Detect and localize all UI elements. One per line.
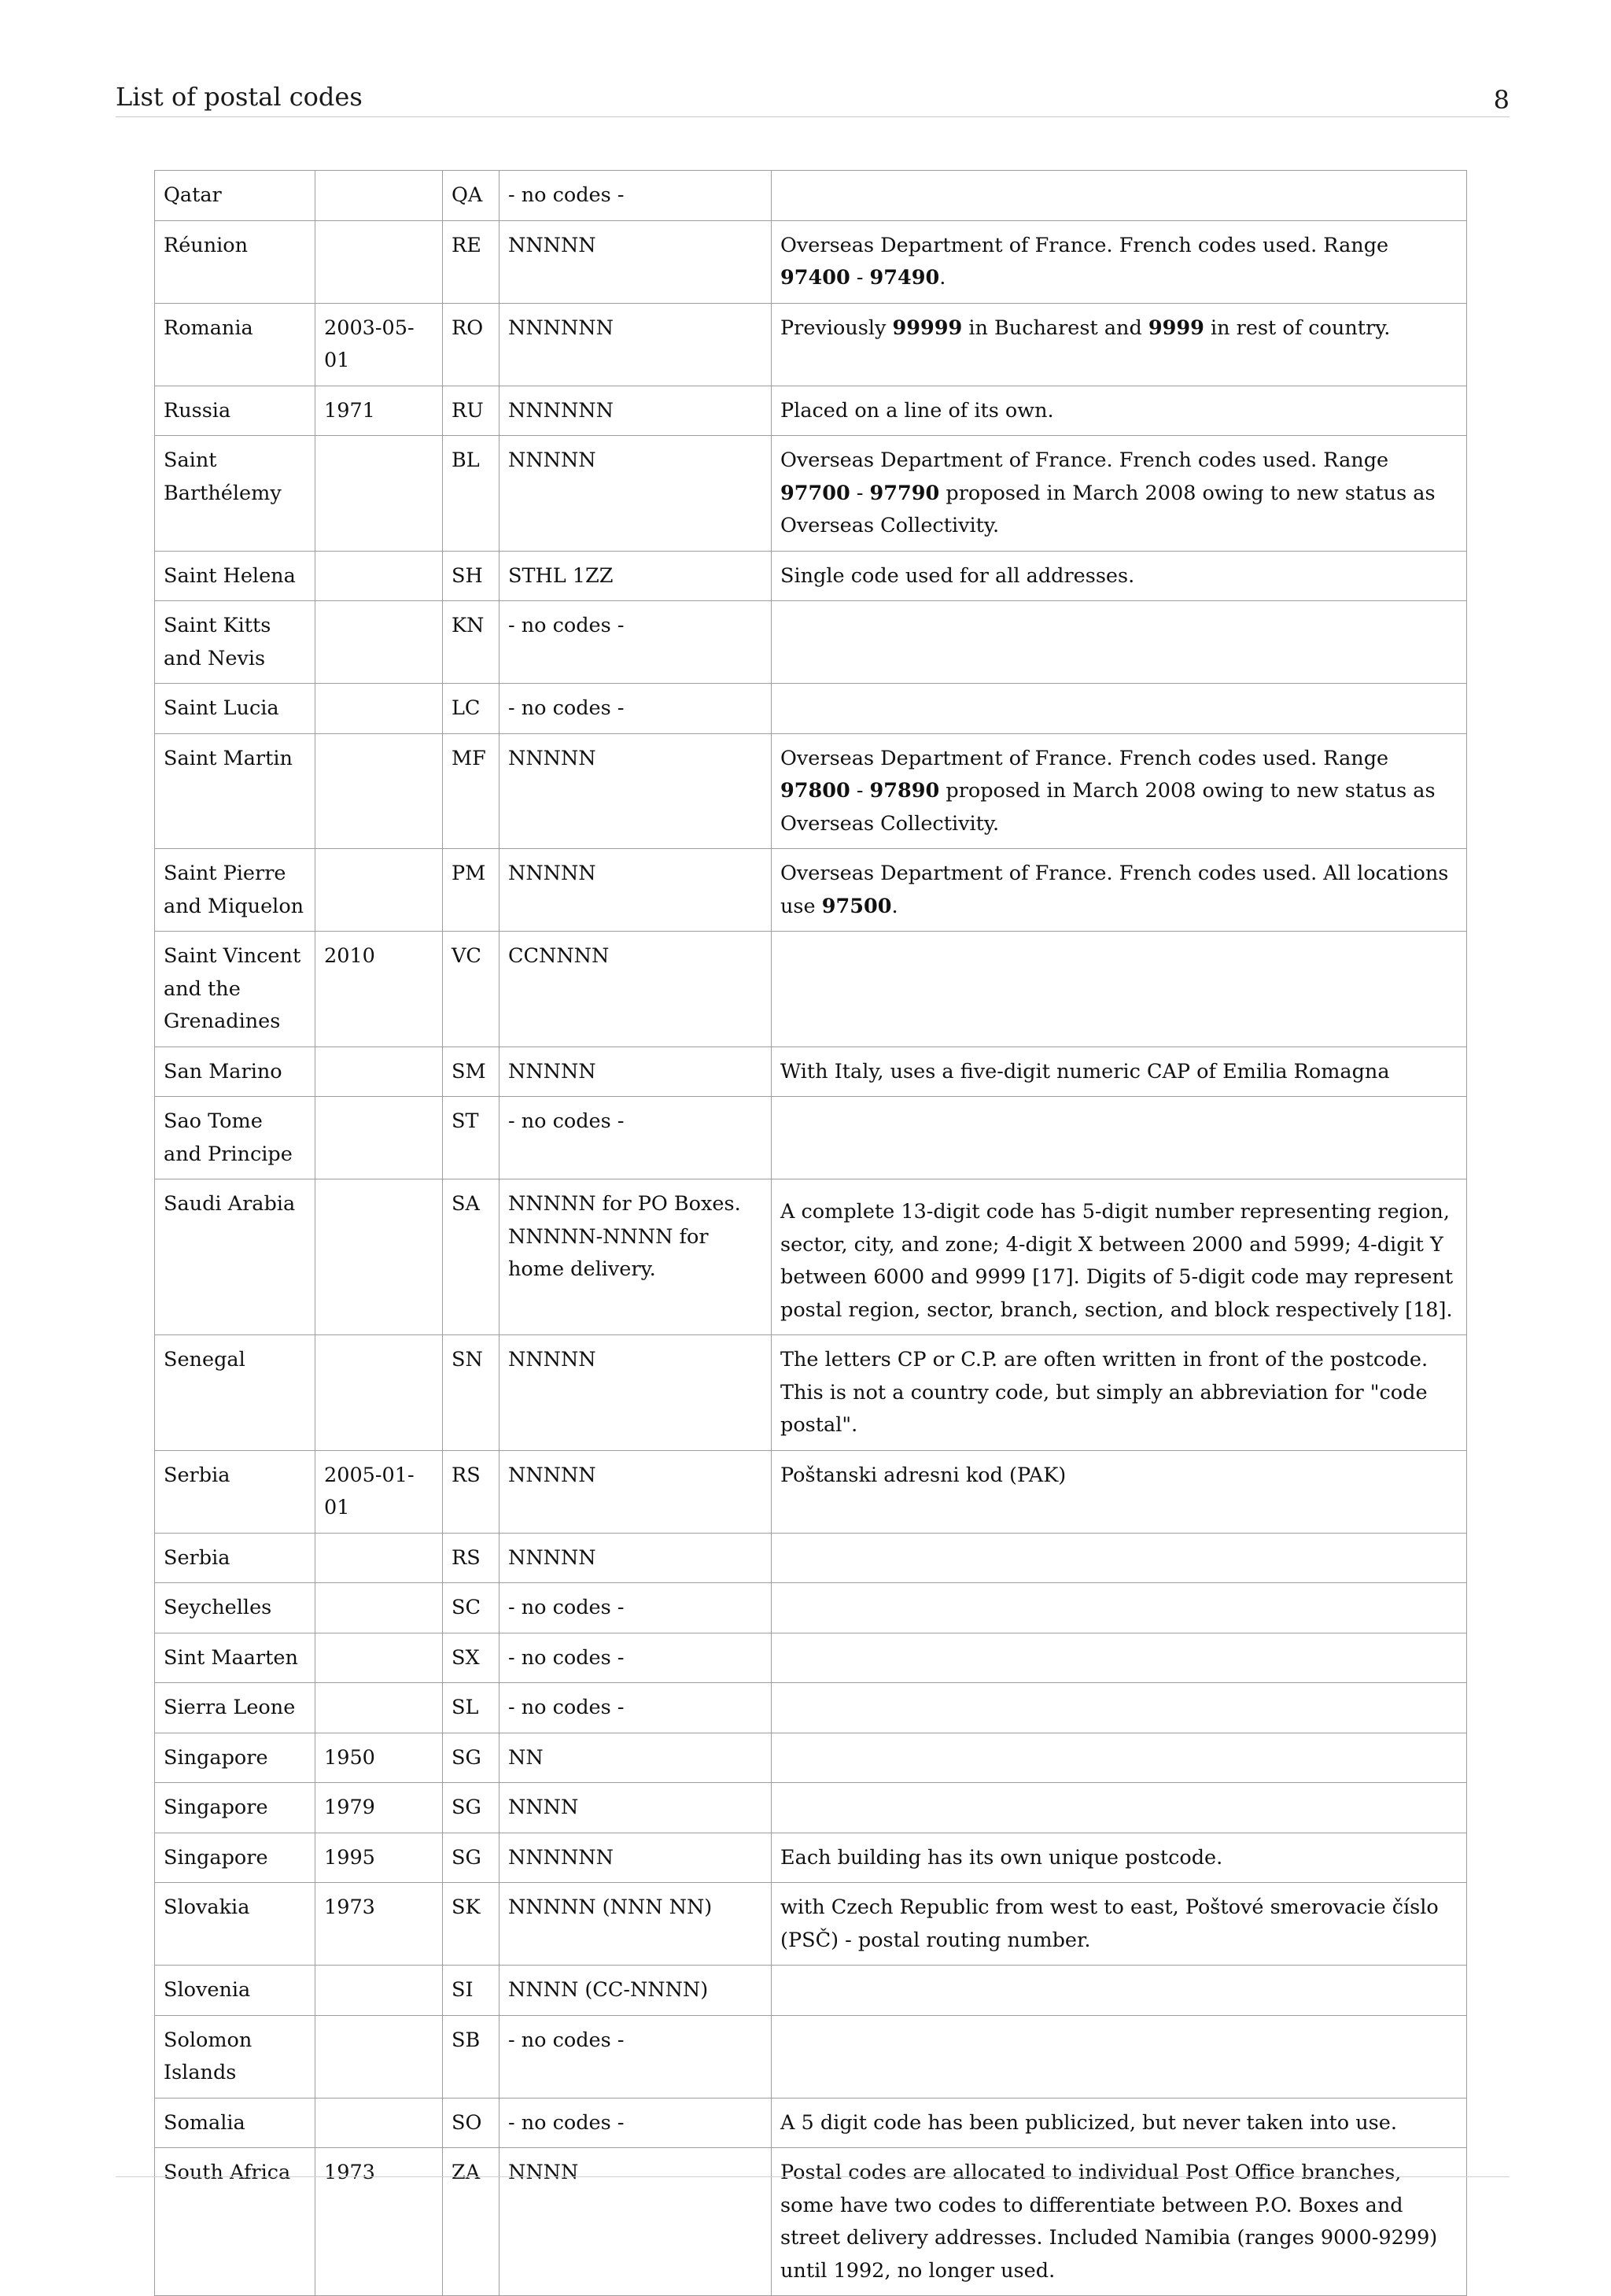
iso-code-cell: SO bbox=[443, 2098, 500, 2148]
notes-fragment: Overseas Department of France. French codes used. All locations use bbox=[780, 862, 1449, 918]
date-cell bbox=[315, 1966, 443, 2016]
notes-cell bbox=[772, 1783, 1467, 1833]
table-row bbox=[155, 2015, 1467, 2098]
notes-fragment: Each building has its own unique postcode. bbox=[780, 1845, 1223, 1870]
iso-code-cell: SC bbox=[443, 1583, 500, 1633]
table-row bbox=[155, 1450, 1467, 1533]
table-row bbox=[155, 1046, 1467, 1097]
table-row bbox=[155, 1583, 1467, 1633]
country-cell: Saint Martin bbox=[155, 733, 315, 849]
date-cell bbox=[315, 1633, 443, 1683]
iso-code-cell: ZA bbox=[443, 2148, 500, 2296]
iso-code-cell: SG bbox=[443, 1783, 500, 1833]
page-title: List of postal codes bbox=[116, 82, 363, 112]
country-cell: Saint Pierre and Miquelon bbox=[155, 849, 315, 932]
date-cell: 1971 bbox=[315, 386, 443, 436]
notes-cell bbox=[772, 1335, 1467, 1451]
format-cell: NNNN (CC-NNNN) bbox=[500, 1966, 772, 2016]
date-cell: 1995 bbox=[315, 1833, 443, 1883]
notes-fragment: - bbox=[850, 266, 870, 290]
date-cell bbox=[315, 551, 443, 601]
notes-bold-fragment: 97890 bbox=[869, 779, 940, 803]
date-cell: 1979 bbox=[315, 1783, 443, 1833]
format-cell: NNNN bbox=[500, 2148, 772, 2296]
date-cell bbox=[315, 1533, 443, 1583]
notes-cell bbox=[772, 2015, 1467, 2098]
iso-code-cell: RS bbox=[443, 1450, 500, 1533]
notes-cell bbox=[772, 1097, 1467, 1179]
date-cell bbox=[315, 1583, 443, 1633]
notes-bold-fragment: 97790 bbox=[869, 481, 940, 505]
country-cell: Serbia bbox=[155, 1533, 315, 1583]
country-cell: Saint Kitts and Nevis bbox=[155, 601, 315, 684]
notes-bold-fragment: 97400 bbox=[780, 266, 850, 290]
format-cell: NNNNN bbox=[500, 1533, 772, 1583]
table-row bbox=[155, 1733, 1467, 1783]
country-cell: Singapore bbox=[155, 1833, 315, 1883]
country-cell: Serbia bbox=[155, 1450, 315, 1533]
notes-fragment: Overseas Department of France. French codes used. Range bbox=[780, 746, 1389, 770]
table-row bbox=[155, 220, 1467, 303]
format-cell: - no codes - bbox=[500, 1583, 772, 1633]
notes-cell bbox=[772, 1533, 1467, 1583]
date-cell: 2010 bbox=[315, 932, 443, 1047]
format-cell: NNNNN bbox=[500, 220, 772, 303]
iso-code-cell: SG bbox=[443, 1833, 500, 1883]
notes-cell bbox=[772, 2148, 1467, 2296]
format-cell: NNNNNN bbox=[500, 1833, 772, 1883]
country-cell: Senegal bbox=[155, 1335, 315, 1451]
table-row bbox=[155, 684, 1467, 734]
iso-code-cell: SK bbox=[443, 1883, 500, 1966]
country-cell: Slovakia bbox=[155, 1883, 315, 1966]
notes-bold-fragment: 9999 bbox=[1148, 316, 1204, 340]
format-cell: - no codes - bbox=[500, 171, 772, 221]
table-row bbox=[155, 2148, 1467, 2296]
format-cell: NN bbox=[500, 1733, 772, 1783]
notes-cell bbox=[772, 849, 1467, 932]
iso-code-cell: RS bbox=[443, 1533, 500, 1583]
date-cell: 1973 bbox=[315, 1883, 443, 1966]
format-cell: NNNNN bbox=[500, 1335, 772, 1451]
notes-fragment: . bbox=[939, 266, 946, 290]
country-cell: Slovenia bbox=[155, 1966, 315, 2016]
notes-cell bbox=[772, 932, 1467, 1047]
country-cell: Saint Helena bbox=[155, 551, 315, 601]
notes-fragment: Postal codes are allocated to individual Post Office branches, some have two codes to differentiate between P.O. Boxes and street delivery addresses. Included Namibia (ranges 9000-9299) until 1992, no longer used. bbox=[780, 2161, 1438, 2283]
notes-fragment: Single code used for all addresses. bbox=[780, 563, 1135, 588]
table-row bbox=[155, 1179, 1467, 1335]
date-cell bbox=[315, 171, 443, 221]
date-cell bbox=[315, 684, 443, 734]
date-cell bbox=[315, 1179, 443, 1335]
iso-code-cell: KN bbox=[443, 601, 500, 684]
iso-code-cell: QA bbox=[443, 171, 500, 221]
table-row bbox=[155, 1683, 1467, 1733]
format-cell: NNNNN bbox=[500, 1046, 772, 1097]
date-cell bbox=[315, 220, 443, 303]
table-row bbox=[155, 601, 1467, 684]
country-cell: Sao Tome and Principe bbox=[155, 1097, 315, 1179]
format-cell: CCNNNN bbox=[500, 932, 772, 1047]
country-cell: Russia bbox=[155, 386, 315, 436]
notes-cell bbox=[772, 1633, 1467, 1683]
date-cell bbox=[315, 1335, 443, 1451]
notes-cell bbox=[772, 386, 1467, 436]
table-row bbox=[155, 303, 1467, 386]
table-row bbox=[155, 1783, 1467, 1833]
date-cell bbox=[315, 1097, 443, 1179]
country-cell: Sierra Leone bbox=[155, 1683, 315, 1733]
iso-code-cell: RE bbox=[443, 220, 500, 303]
iso-code-cell: BL bbox=[443, 436, 500, 552]
format-cell: NNNNNN bbox=[500, 386, 772, 436]
format-cell: - no codes - bbox=[500, 1633, 772, 1683]
format-cell: NNNNNN bbox=[500, 303, 772, 386]
iso-code-cell: SX bbox=[443, 1633, 500, 1683]
iso-code-cell: PM bbox=[443, 849, 500, 932]
notes-fragment: Overseas Department of France. French codes used. Range bbox=[780, 233, 1389, 257]
notes-cell bbox=[772, 2098, 1467, 2148]
notes-fragment: . bbox=[891, 894, 898, 918]
table-row bbox=[155, 171, 1467, 221]
iso-code-cell: RU bbox=[443, 386, 500, 436]
iso-code-cell: SA bbox=[443, 1179, 500, 1335]
country-cell: Saint Vincent and the Grenadines bbox=[155, 932, 315, 1047]
date-cell bbox=[315, 733, 443, 849]
iso-code-cell: SN bbox=[443, 1335, 500, 1451]
country-cell: San Marino bbox=[155, 1046, 315, 1097]
date-cell: 1950 bbox=[315, 1733, 443, 1783]
notes-fragment: - bbox=[850, 779, 870, 803]
postal-codes-table bbox=[154, 170, 1467, 2296]
country-cell: Romania bbox=[155, 303, 315, 386]
table-row bbox=[155, 849, 1467, 932]
notes-cell bbox=[772, 1733, 1467, 1783]
country-cell: Qatar bbox=[155, 171, 315, 221]
notes-cell bbox=[772, 1966, 1467, 2016]
iso-code-cell: SG bbox=[443, 1733, 500, 1783]
table-row bbox=[155, 551, 1467, 601]
iso-code-cell: RO bbox=[443, 303, 500, 386]
date-cell bbox=[315, 2015, 443, 2098]
notes-cell bbox=[772, 1179, 1467, 1335]
country-cell: South Africa bbox=[155, 2148, 315, 2296]
notes-cell bbox=[772, 1450, 1467, 1533]
table-row bbox=[155, 1335, 1467, 1451]
format-cell: NNNNN for PO Boxes. NNNNN-NNNN for home delivery. bbox=[500, 1179, 772, 1335]
page-number: 8 bbox=[1493, 85, 1510, 115]
iso-code-cell: SB bbox=[443, 2015, 500, 2098]
date-cell bbox=[315, 1046, 443, 1097]
date-cell bbox=[315, 1683, 443, 1733]
notes-cell bbox=[772, 733, 1467, 849]
table-row bbox=[155, 386, 1467, 436]
format-cell: NNNNN (NNN NN) bbox=[500, 1883, 772, 1966]
iso-code-cell: SI bbox=[443, 1966, 500, 2016]
notes-fragment: Poštanski adresni kod (PAK) bbox=[780, 1463, 1067, 1487]
page-header bbox=[116, 76, 1510, 117]
table-row bbox=[155, 1097, 1467, 1179]
country-cell: Singapore bbox=[155, 1733, 315, 1783]
table-row bbox=[155, 1966, 1467, 2016]
postal-codes-table-body bbox=[155, 171, 1467, 2296]
country-cell: Saint Lucia bbox=[155, 684, 315, 734]
date-cell bbox=[315, 2098, 443, 2148]
format-cell: NNNNN bbox=[500, 849, 772, 932]
notes-fragment: Overseas Department of France. French codes used. Range bbox=[780, 448, 1389, 472]
country-cell: Saudi Arabia bbox=[155, 1179, 315, 1335]
country-cell: Singapore bbox=[155, 1783, 315, 1833]
table-row bbox=[155, 932, 1467, 1047]
iso-code-cell: LC bbox=[443, 684, 500, 734]
format-cell: - no codes - bbox=[500, 2015, 772, 2098]
notes-fragment: With Italy, uses a five-digit numeric CAP of Emilia Romagna bbox=[780, 1059, 1390, 1083]
iso-code-cell: SM bbox=[443, 1046, 500, 1097]
date-cell bbox=[315, 601, 443, 684]
iso-code-cell: SL bbox=[443, 1683, 500, 1733]
format-cell: - no codes - bbox=[500, 601, 772, 684]
country-cell: Réunion bbox=[155, 220, 315, 303]
format-cell: - no codes - bbox=[500, 1683, 772, 1733]
table-row bbox=[155, 733, 1467, 849]
table-row bbox=[155, 1833, 1467, 1883]
notes-cell bbox=[772, 1583, 1467, 1633]
country-cell: Sint Maarten bbox=[155, 1633, 315, 1683]
country-cell: Seychelles bbox=[155, 1583, 315, 1633]
format-cell: - no codes - bbox=[500, 684, 772, 734]
notes-fragment: A complete 13-digit code has 5-digit number representing region, sector, city, and zone; 4-digit X between 2000 and 5999; 4-digit Y between 6000 and 9999 [17]. Digits of 5-digit code may represent postal region, sector, branch, section, and block respectively [18]. bbox=[780, 1200, 1454, 1322]
iso-code-cell: VC bbox=[443, 932, 500, 1047]
notes-cell bbox=[772, 1683, 1467, 1733]
date-cell bbox=[315, 849, 443, 932]
table-row bbox=[155, 1633, 1467, 1683]
table-row bbox=[155, 1883, 1467, 1966]
notes-fragment: The letters CP or C.P. are often written in front of the postcode. This is not a country code, but simply an abbreviation for "code postal". bbox=[780, 1348, 1429, 1437]
iso-code-cell: ST bbox=[443, 1097, 500, 1179]
format-cell: NNNNN bbox=[500, 436, 772, 552]
notes-fragment: Previously bbox=[780, 316, 893, 340]
notes-fragment: proposed in March 2008 owing to new status as Overseas Collectivity. bbox=[780, 481, 1436, 537]
format-cell: - no codes - bbox=[500, 2098, 772, 2148]
notes-bold-fragment: 97800 bbox=[780, 779, 850, 803]
country-cell: Somalia bbox=[155, 2098, 315, 2148]
notes-bold-fragment: 97490 bbox=[869, 266, 940, 290]
notes-bold-fragment: 97700 bbox=[780, 481, 850, 505]
notes-cell bbox=[772, 551, 1467, 601]
notes-fragment: A 5 digit code has been publicized, but never taken into use. bbox=[780, 2110, 1397, 2135]
format-cell: NNNNN bbox=[500, 1450, 772, 1533]
notes-fragment: with Czech Republic from west to east, Poštové smerovacie číslo (PSČ) - postal routing number. bbox=[780, 1895, 1439, 1952]
notes-fragment: in rest of country. bbox=[1204, 316, 1391, 340]
notes-cell bbox=[772, 1046, 1467, 1097]
country-cell: Solomon Islands bbox=[155, 2015, 315, 2098]
notes-cell bbox=[772, 303, 1467, 386]
notes-fragment: Placed on a line of its own. bbox=[780, 398, 1054, 423]
table-row bbox=[155, 436, 1467, 552]
notes-cell bbox=[772, 684, 1467, 734]
format-cell: NNNN bbox=[500, 1783, 772, 1833]
footer-rule bbox=[116, 2176, 1510, 2177]
iso-code-cell: MF bbox=[443, 733, 500, 849]
notes-fragment: - bbox=[850, 481, 870, 505]
format-cell: NNNNN bbox=[500, 733, 772, 849]
date-cell bbox=[315, 436, 443, 552]
table-row bbox=[155, 1533, 1467, 1583]
notes-bold-fragment: 97500 bbox=[821, 894, 892, 918]
format-cell: - no codes - bbox=[500, 1097, 772, 1179]
notes-cell bbox=[772, 1833, 1467, 1883]
notes-cell bbox=[772, 220, 1467, 303]
notes-cell bbox=[772, 1883, 1467, 1966]
date-cell: 1973 bbox=[315, 2148, 443, 2296]
notes-fragment: proposed in March 2008 owing to new status as Overseas Collectivity. bbox=[780, 779, 1436, 836]
format-cell: STHL 1ZZ bbox=[500, 551, 772, 601]
notes-fragment: in Bucharest and bbox=[962, 316, 1148, 340]
country-cell: Saint Barthélemy bbox=[155, 436, 315, 552]
notes-bold-fragment: 99999 bbox=[892, 316, 963, 340]
notes-cell bbox=[772, 436, 1467, 552]
notes-cell bbox=[772, 601, 1467, 684]
date-cell: 2003-05-01 bbox=[315, 303, 443, 386]
iso-code-cell: SH bbox=[443, 551, 500, 601]
notes-cell bbox=[772, 171, 1467, 221]
date-cell: 2005-01-01 bbox=[315, 1450, 443, 1533]
table-row bbox=[155, 2098, 1467, 2148]
